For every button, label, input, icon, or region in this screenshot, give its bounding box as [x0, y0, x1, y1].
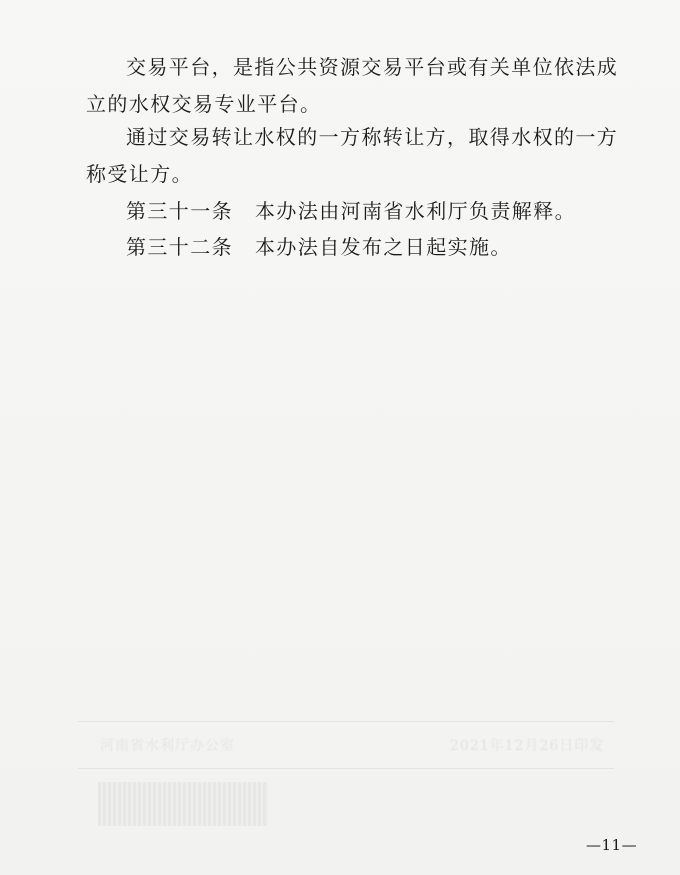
- article-number: 第三十二条: [126, 235, 233, 259]
- bleed-through-issuer: 河南省水利厅办公室: [100, 738, 235, 754]
- paragraph-transferor-transferee: 通过交易转让水权的一方称转让方，取得水权的一方称受让方。: [86, 125, 619, 186]
- paragraph-trading-platform: 交易平台，是指公共资源交易平台或有关单位依法成立的水权交易专业平台。: [86, 55, 619, 116]
- page-number: —11—: [586, 836, 638, 854]
- bleed-through-rule-top: [78, 721, 614, 722]
- article-text: 本办法由河南省水利厅负责解释。: [255, 199, 576, 223]
- article-31: [86, 193, 631, 230]
- article-number: 第三十一条: [126, 199, 233, 223]
- article-text: 本办法自发布之日起实施。: [255, 235, 512, 259]
- bleed-through-barcode: [98, 782, 268, 826]
- article-32: [86, 229, 631, 266]
- bleed-through-rule-bottom: [78, 768, 614, 769]
- bleed-through-date: 2021年12月26日印发: [450, 738, 605, 754]
